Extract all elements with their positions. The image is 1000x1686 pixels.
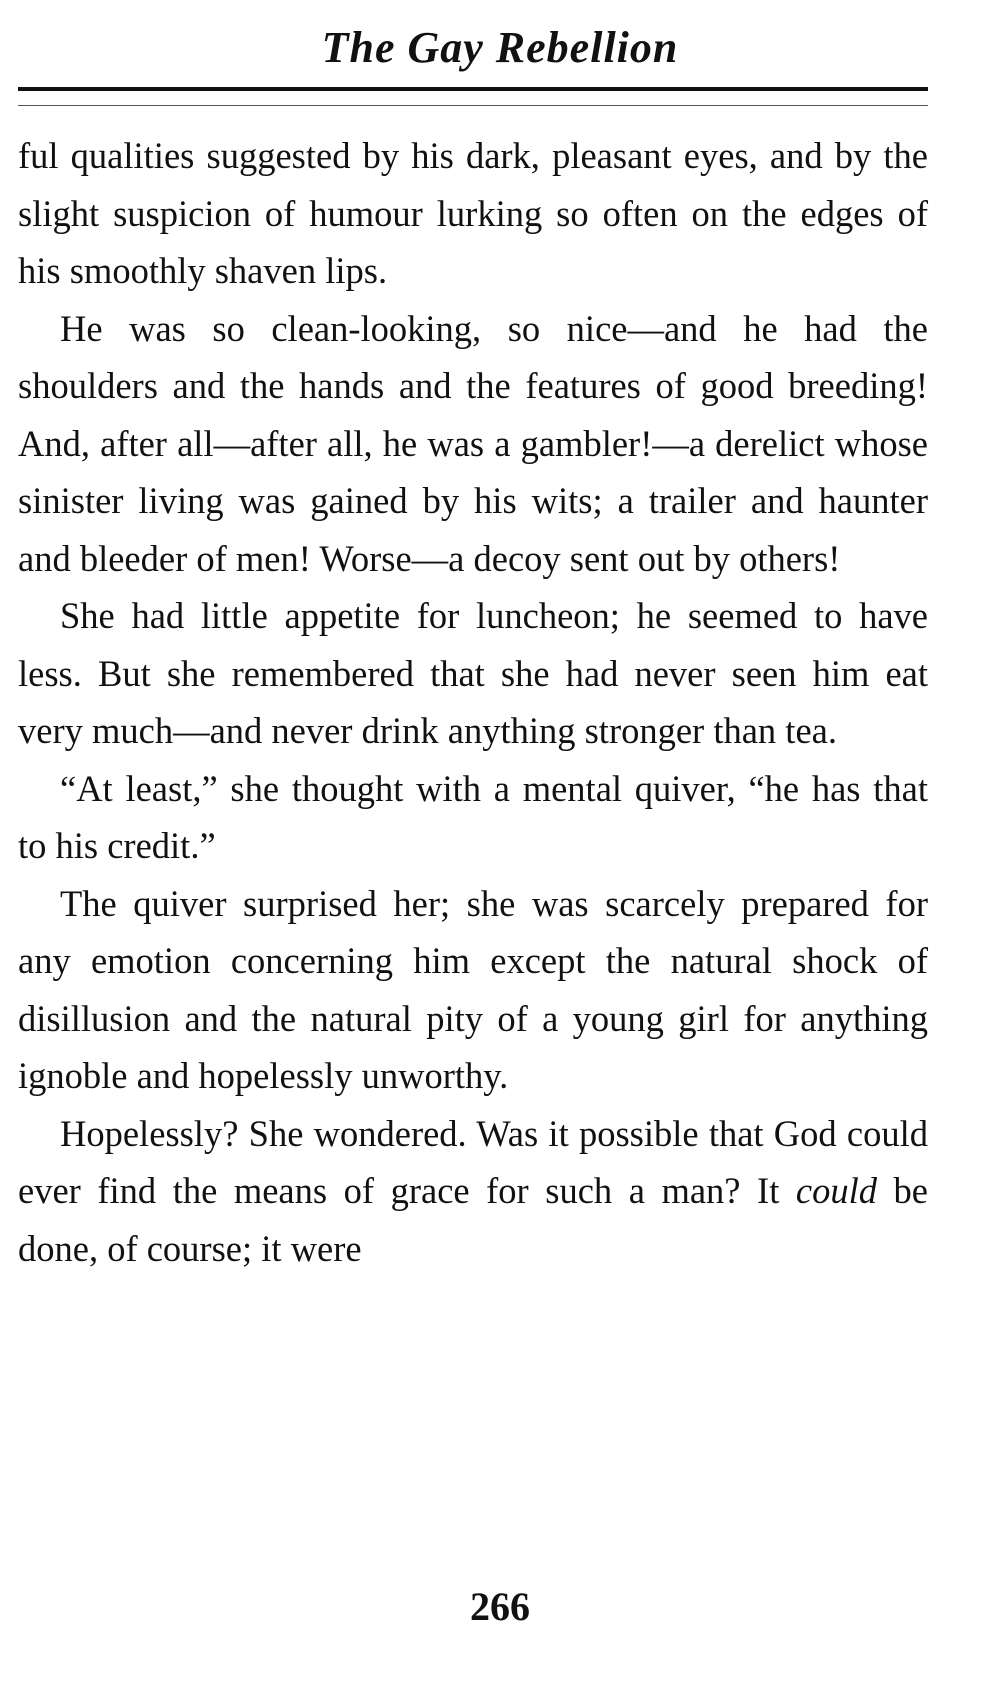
paragraph-6 (18, 1105, 928, 1278)
page-number: 266 (470, 1584, 530, 1629)
paragraph-5: The quiver surprised her; she was scarcely prepared for any emotion concerning him except the natural shock of disillusion and the natural pity of a young girl for anything ignoble and hopelessly unworthy. (18, 882, 928, 1096)
paragraph-6-text-after: be done, of course; it were (18, 1170, 929, 1269)
paragraph-4: “At least,” she thought with a mental quiver, “he has that to his credit.” (18, 767, 928, 866)
header-rule-thin (18, 105, 928, 106)
paragraph-6-text-before: Hopelessly? She wondered. Was it possible that God could ever find the means of grace for such a man? It (18, 1112, 928, 1211)
paragraph-1: ful qualities suggested by his dark, pleasant eyes, and by the slight suspicion of humour lurking so often on the edges of his smoothly shaven lips. (18, 135, 928, 291)
paragraph-6-emphasis: could (795, 1170, 877, 1211)
header-rule-thick (18, 87, 928, 91)
paragraph-2: He was so clean-looking, so nice—and he had the shoulders and the hands and the features of good breeding! And, after all—after all, he was a gambler!—a derelict whose sinister living was gained by his wits; a trailer and haunter and bleeder of men! Worse—a decoy sent out by others! (18, 307, 928, 579)
running-title: The Gay Rebellion (321, 23, 679, 72)
paragraph-3: She had little appetite for luncheon; he seemed to have less. But she remembered that she had never seen him eat very much—and never drink anything stronger than tea. (18, 595, 928, 751)
body-text (18, 127, 928, 1277)
